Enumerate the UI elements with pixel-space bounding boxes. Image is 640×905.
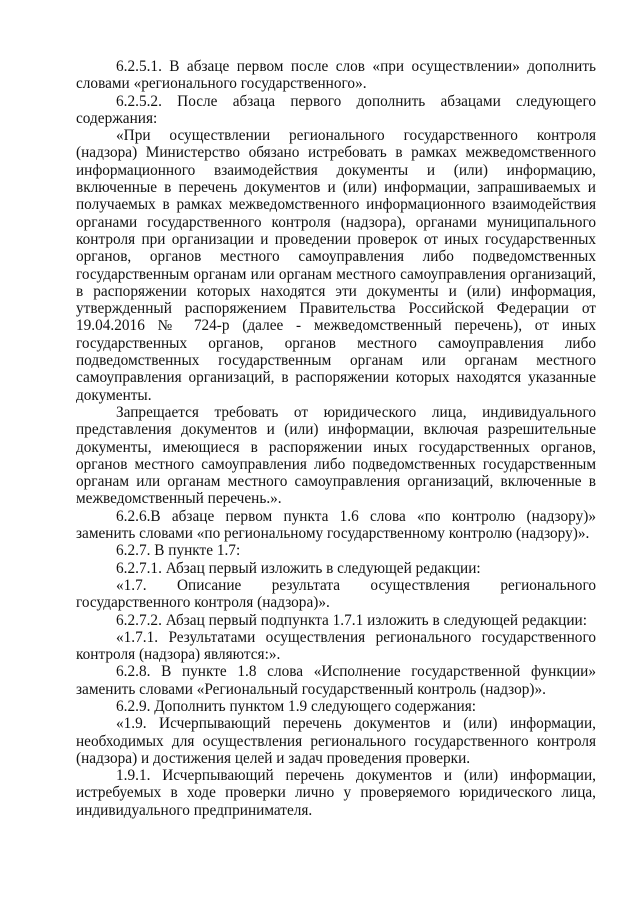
paragraph-6-2-7-2: 6.2.7.2. Абзац первый подпункта 1.7.1 изложить в следующей редакции: bbox=[116, 611, 587, 629]
paragraph-quote-main: «При осуществлении регионального государственного контроля (надзора) Министерство обязано истребовать в рамках межведомственного информационного взаимодействия документы и (или) информацию, включенные в перечень документов и (или) информации, запрашиваемых и получаемых в рамках межведомственного информационного взаимодействия органами государственного контроля (надзора), органами муниципального контроля при организации и проведении проверок от иных государственных органов, органов местного самоуправления либо подведомственных государственным органам или органам местного самоуправления организаций, в распоряжении которых находятся эти документы и (или) информация, утвержденный распоряжением Правительства Российской Федерации от 19.04.2016 № 724-р (далее - межведомственный перечень), от иных государственных органов, органов местного самоуправления либо подведомственных государственным органам или органам местного самоуправления организаций, в распоряжении которых находятся указанные документы. bbox=[76, 127, 596, 404]
paragraph-1-7: «1.7. Описание результата осуществления регионального государственного контроля (надзора)». bbox=[76, 576, 596, 612]
document-page bbox=[76, 58, 596, 819]
paragraph-6-2-7: 6.2.7. В пункте 1.7: bbox=[116, 542, 241, 560]
paragraph-6-2-8: 6.2.8. В пункте 1.8 слова «Исполнение государственной функции» заменить словами «Региональный государственный контроль (надзор)». bbox=[76, 663, 596, 698]
paragraph-6-2-6: 6.2.6.В абзаце первом пункта 1.6 слова «по контролю (надзору)» заменить словами «по региональному государственному контролю (надзору)». bbox=[76, 507, 596, 543]
paragraph-1-9-1: 1.9.1. Исчерпывающий перечень документов и (или) информации, истребуемых в ходе проверки лично у проверяемого юридического лица, индивидуального предпринимателя. bbox=[76, 767, 596, 819]
paragraph-6-2-7-1: 6.2.7.1. Абзац первый изложить в следующей редакции: bbox=[116, 559, 481, 577]
paragraph-prohibition: Запрещается требовать от юридического лица, индивидуального представления документов и (или) информации, включая разрешительные документы, имеющиеся в распоряжении иных государственных органов, органов местного самоуправления либо подведомственных государственным органам или органам местного самоуправления организаций, включенные в межведомственный перечень.». bbox=[76, 403, 596, 508]
paragraph-1-9: «1.9. Исчерпывающий перечень документов и (или) информации, необходимых для осуществления регионального государственного контроля (надзора) и достижения целей и задач проведения проверки. bbox=[76, 715, 596, 767]
paragraph-1-7-1: «1.7.1. Результатами осуществления регионального государственного контроля (надзора) являются:». bbox=[76, 628, 596, 664]
paragraph-6-2-5-1: 6.2.5.1. В абзаце первом после слов «при осуществлении» дополнить словами «регионального государственного». bbox=[76, 58, 596, 93]
paragraph-6-2-5-2: 6.2.5.2. После абзаца первого дополнить абзацами следующего содержания: bbox=[76, 92, 596, 127]
paragraph-6-2-9: 6.2.9. Дополнить пунктом 1.9 следующего содержания: bbox=[116, 697, 477, 715]
